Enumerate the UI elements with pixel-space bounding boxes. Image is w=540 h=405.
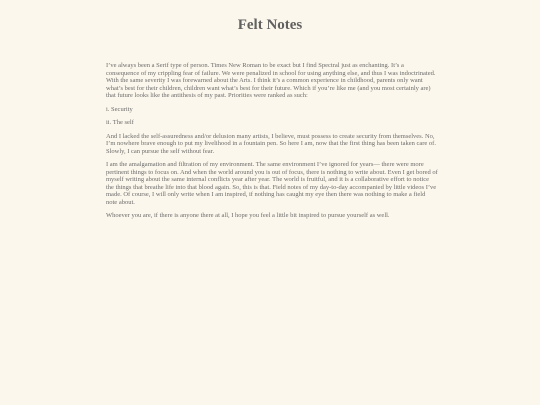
list-item-the-self: ii. The self	[106, 119, 134, 126]
paragraph-intro: I’ve always been a Serif type of person. Times New Roman to be exact but I find Spectral just as enchanting. It’s a consequence of my crippling fear of failure. We were penalized in school for using anything else, and thus I was indoctrinated. With the same severity I was forewarned about the Arts. I think it’s a common experience in childhood, parents only want what’s best for their children, children want what’s best for their future. Which if you’re like me (and you most certainly are) that future looks like the antithesis of my past. Priorities were ranked as such:	[106, 62, 436, 99]
paragraph-closing: Whoever you are, if there is anyone there at all, I hope you feel a little bit inspired to pursue yourself as well.	[106, 212, 390, 219]
paragraph-environment: I am the amalgamation and filtration of my environment. The same environment I’ve ignored for years— there were more pertinent things to focus on. And when the world around you is out of focus, there is nothing to write about. Even I get bored of myself writing about the same internal conflicts year after year. The world is fruitful, and it is a collaborative effort to notice the things that breathe life into that blood again. So, this is that. Field notes of my day-to-day accompanied by little videos I’ve made. Of course, I will only write when I am inspired, if nothing has caught my eye then there was nothing to make a field note about.	[106, 161, 438, 206]
list-item-security: i. Security	[106, 105, 133, 113]
article-body	[106, 62, 438, 226]
page-title: Felt Notes	[237, 17, 303, 33]
paragraph-self-assuredness: And I lacked the self-assuredness and/or delusion many artists, I believe, must possess to create security from themselves. No, I’m nowhere brave enough to put my livelihood in a fountain pen. So here I am, now that the first thing has been taken care of. Slowly, I can pursue the self without fear.	[106, 132, 436, 155]
